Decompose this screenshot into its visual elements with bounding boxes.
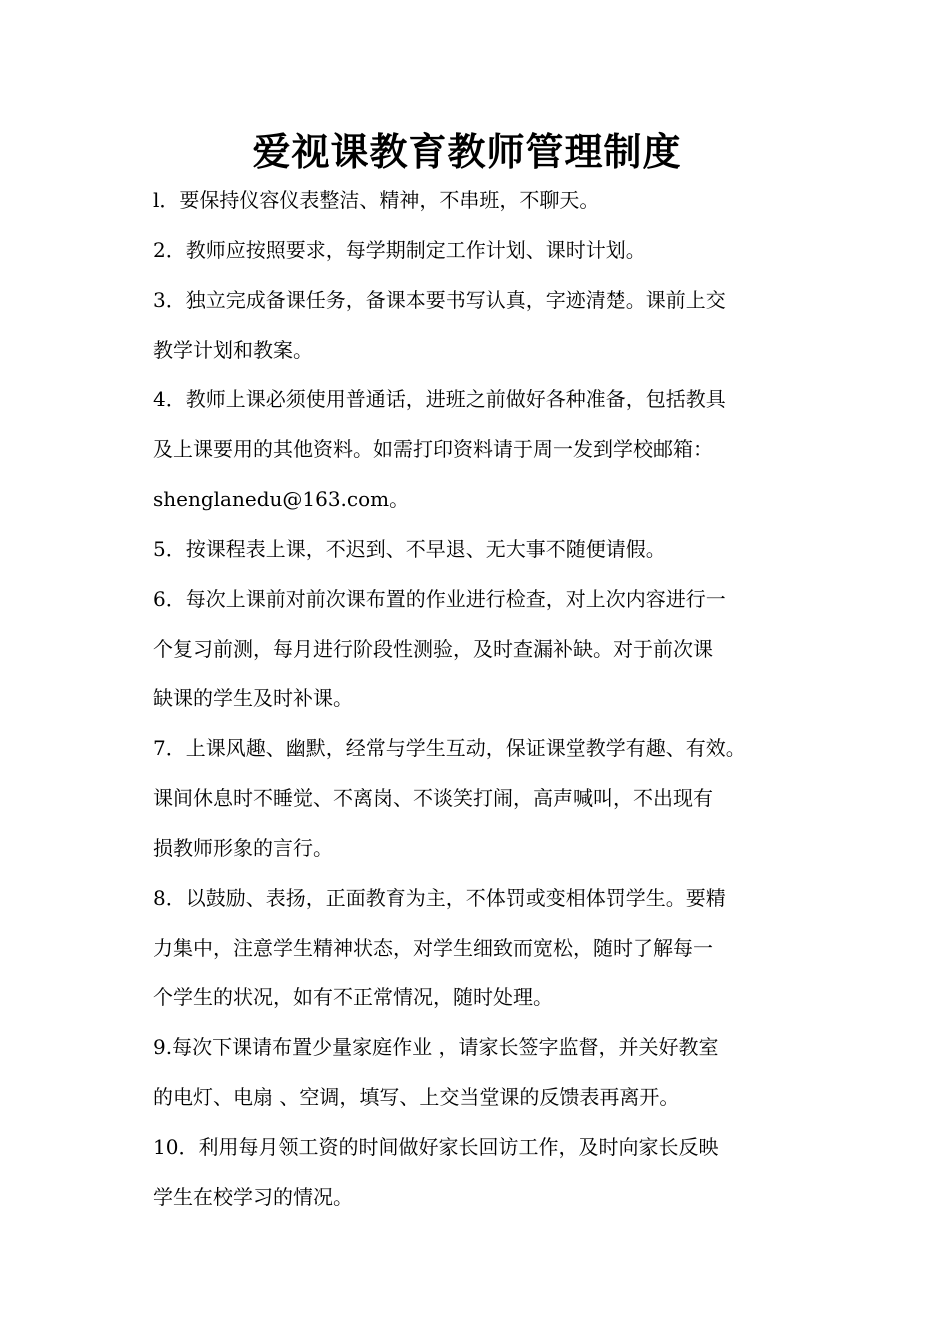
rule-line-13: 课间休息时不睡觉、不离岗、不谈笑打闹，高声喊叫，不出现有: [153, 786, 713, 810]
rule-line-21: 学生在校学习的情况。: [153, 1185, 353, 1209]
rule-line-19: 的电灯、电扇 、空调，填写、上交当堂课的反馈表再离开。: [153, 1085, 680, 1109]
rule-line-4: 教学计划和教案。: [153, 338, 313, 362]
rule-line-7: shenglanedu@163.com。: [153, 487, 410, 511]
rule-line-11: 缺课的学生及时补课。: [153, 686, 353, 710]
rule-line-16: 力集中，注意学生精神状态，对学生细致而宽松，随时了解每一: [153, 936, 713, 960]
rule-line-6: 及上课要用的其他资料。如需打印资料请于周一发到学校邮箱：: [153, 437, 713, 461]
rule-line-12: 7．上课风趣、幽默，经常与学生互动，保证课堂教学有趣、有效。: [153, 736, 746, 760]
rule-line-20: 10．利用每月领工资的时间做好家长回访工作，及时向家长反映: [153, 1135, 719, 1159]
rule-line-9: 6．每次上课前对前次课布置的作业进行检查，对上次内容进行一: [153, 587, 726, 611]
rule-line-3: 3．独立完成备课任务，备课本要书写认真，字迹清楚。课前上交: [153, 288, 726, 312]
rule-line-17: 个学生的状况，如有不正常情况，随时处理。: [153, 985, 553, 1009]
rule-line-2: 2．教师应按照要求，每学期制定工作计划、课时计划。: [153, 238, 646, 262]
rule-line-10: 个复习前测，每月进行阶段性测验，及时查漏补缺。对于前次课: [153, 637, 713, 661]
rule-line-8: 5．按课程表上课，不迟到、不早退、无大事不随便请假。: [153, 537, 666, 561]
rule-line-18: 9.每次下课请布置少量家庭作业 ，请家长签字监督，并关好教室: [153, 1035, 719, 1059]
document-title: 爱视课教育教师管理制度: [252, 130, 682, 174]
rule-line-15: 8．以鼓励、表扬，正面教育为主，不体罚或变相体罚学生。要精: [153, 886, 726, 910]
rule-line-1: l．要保持仪容仪表整洁、精神，不串班，不聊天。: [153, 188, 600, 212]
rule-line-5: 4．教师上课必须使用普通话，进班之前做好各种准备，包括教具: [153, 387, 726, 411]
rule-line-14: 损教师形象的言行。: [153, 836, 333, 860]
